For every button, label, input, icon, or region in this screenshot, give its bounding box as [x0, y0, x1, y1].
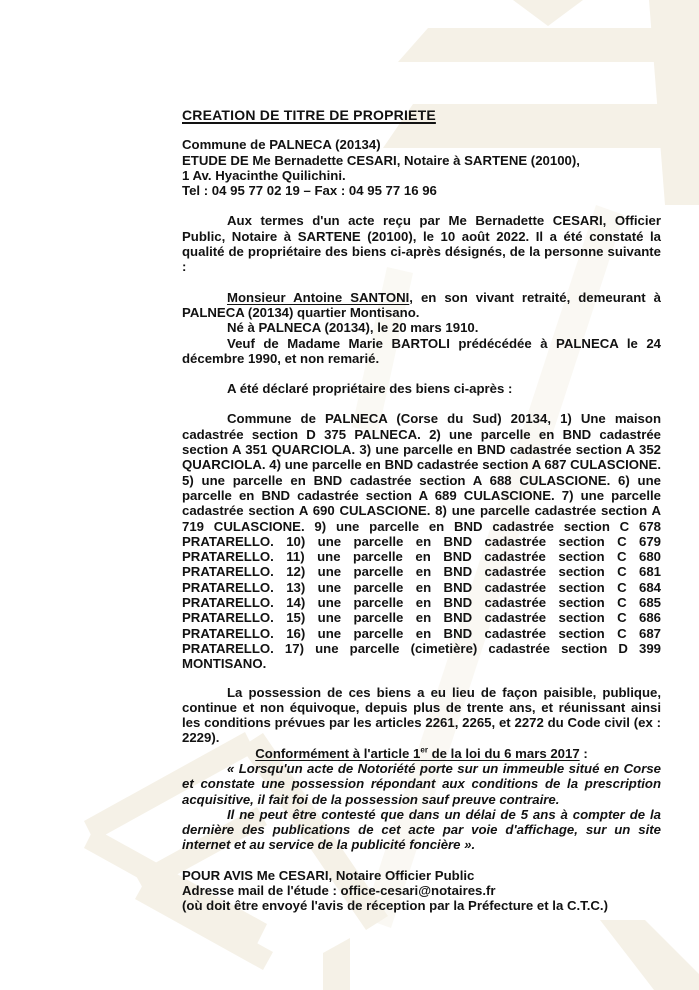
widower-paragraph: Veuf de Madame Marie BARTOLI prédécédée à PALNECA le 24 décembre 1990, et non remarié.: [182, 335, 661, 366]
pour-avis-line: POUR AVIS Me CESARI, Notaire Officier Public: [182, 867, 475, 883]
santoni-rest: , en son vivant retraité, demeurant à PALNECA (20134) quartier Montisano.: [182, 289, 661, 320]
declaration-line: A été déclaré propriétaire des biens ci-après :: [227, 381, 513, 397]
possession-paragraph: La possession de ces biens a eu lieu de façon paisible, publique, continue et non équivoque, depuis plus de trente ans, et réunissant ainsi les conditions prévues par les articles 2261, 2265, et 2272 du Code civil (ex : 2229).: [182, 684, 661, 746]
parcels-paragraph: Commune de PALNECA (Corse du Sud) 20134, 1) Une maison cadastrée section D 375 PALNECA. 2) une parcelle en BND cadastrée section A 351 QUARCIOLA. 3) une parcelle en BND cadastrée section A 352 QUARCIOLA. 4) une parcelle en BND cadastrée section A 687 CULASCIONE. 5) une parcelle en BND cadastrée section A 688 CULASCIONE. 6) une parcelle en BND cadastrée section A 689 CULASCIONE. 7) une parcelle cadastrée section A 690 CULASCIONE. 8) une parcelle cadastrée section A 719 CULASCIONE. 9) une parcelle en BND cadastrée section C 678 PRATARELLO. 10) une parcelle en BND cadastrée section C 679 PRATARELLO. 11) une parcelle en BND cadastrée section C 680 PRATARELLO. 12) une parcelle en BND cadastrée section C 681 PRATARELLO. 13) une parcelle en BND cadastrée section C 684 PRATARELLO. 14) une parcelle en BND cadastrée section C 685 PRATARELLO. 15) une parcelle en BND cadastrée section C 686 PRATARELLO. 16) une parcelle en BND cadastrée section C 687 PRATARELLO. 17) une parcelle (cimetière) cadastrée section D 399 MONTISANO.: [182, 411, 661, 672]
quote-paragraph-2: Il ne peut être contesté que dans un délai de 5 ans à compter de la dernière des publications de cet acte par voie d'affichage, sur un site internet et au service de la publicité foncière ».: [182, 806, 661, 853]
law-reference-line: [182, 746, 661, 761]
watermark-corner-stripe: [600, 920, 699, 990]
birth-line: Né à PALNECA (20134), le 20 mars 1910.: [227, 320, 479, 336]
reception-line: (où doit être envoyé l'avis de réception par la Préfecture et la C.T.C.): [182, 898, 608, 914]
law-reference-sup: er: [420, 745, 428, 755]
notary-header: [182, 137, 661, 198]
commune-line: Commune de PALNECA (20134): [182, 137, 381, 153]
law-reference-part1: Conformément à l'article 1: [255, 745, 421, 761]
watermark-top-wedge: [513, 0, 583, 26]
quote-paragraph-1: « Lorsqu'un acte de Notoriété porte sur un immeuble situé en Corse et constate une possession répondant aux conditions de la prescription acquisitive, il fait foi de la possession sauf preuve contraire.: [182, 760, 661, 807]
document-title: CREATION DE TITRE DE PROPRIETE: [182, 107, 436, 123]
santoni-name: Monsieur Antoine SANTONI: [227, 289, 410, 305]
footer-block: [182, 868, 661, 914]
law-reference-part2: de la loi du 6 mars 2017: [427, 745, 580, 761]
email-line: Adresse mail de l'étude : office-cesari@notaires.fr: [182, 883, 496, 899]
santoni-paragraph: [182, 290, 661, 321]
address-line: 1 Av. Hyacinthe Quilichini.: [182, 167, 346, 183]
etude-line: ETUDE DE Me Bernadette CESARI, Notaire à SARTENE (20100),: [182, 152, 580, 168]
law-reference-colon: :: [579, 745, 588, 761]
telfax-line: Tel : 04 95 77 02 19 – Fax : 04 95 77 16 96: [182, 183, 437, 199]
acte-paragraph: Aux termes d'un acte reçu par Me Bernadette CESARI, Officier Public, Notaire à SARTENE (20100), le 10 août 2022. Il a été constaté la qualité de propriétaire des biens ci-après désignés, de la personne suivante :: [182, 213, 661, 275]
document-content: [182, 108, 661, 914]
law-reference-underlined: [255, 746, 579, 761]
watermark-v-tail: [323, 938, 350, 990]
